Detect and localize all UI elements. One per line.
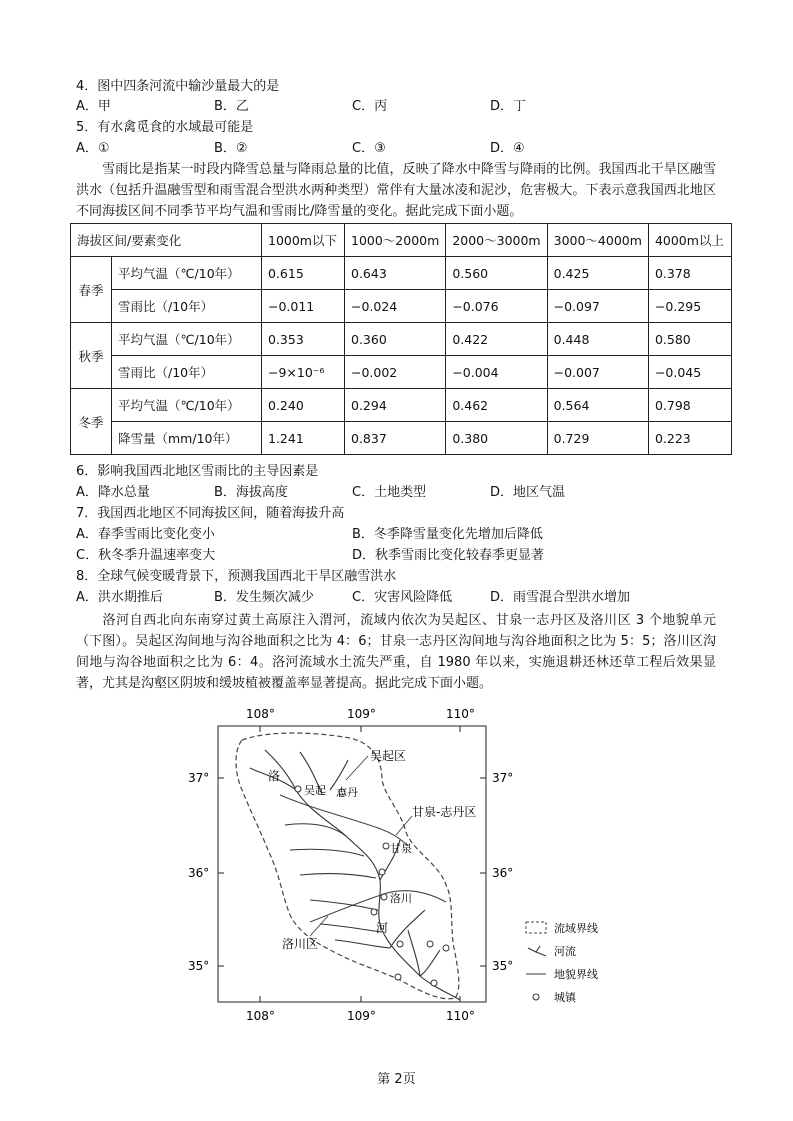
lat-right-37: 37° [492, 771, 514, 785]
header-cell: 海拔区间/要素变化 [71, 224, 262, 257]
landform-boundary-south [310, 891, 446, 922]
q6-option-a: A．降水总量 [76, 485, 150, 500]
luohe-basin-map [150, 690, 630, 1050]
table-cell: 0.360 [345, 323, 446, 356]
lat-left-35: 35° [188, 959, 210, 973]
intro-luohe-river: 洛河自西北向东南穿过黄土高原注入渭河，流域内依次为吴起区、甘泉一志丹区及洛川区 3 个地貌单元（下图）。吴起区沟间地与沟谷地面积之比为 4：6；甘泉一志丹区沟间地与沟谷地面积之比为 5：5；洛川区沟间地与沟谷地面积之比为 6：4。洛河流域水土流失严重，自 1980 年以来，实施退耕还林还草工程后效果显著，尤其是沟壑区阴坡和缓坡植被覆盖率显著提高。据此完成下面小题。 [76, 613, 716, 691]
table-cell: 0.294 [345, 389, 446, 422]
town-small-3 [397, 941, 403, 947]
q4-option-c: C．丙 [352, 99, 388, 114]
lat-left-37: 37° [188, 771, 210, 785]
header-cell: 1000m以下 [262, 224, 345, 257]
header-cell: 2000～3000m [446, 224, 547, 257]
header-cell: 4000m以上 [648, 224, 731, 257]
q8-option-c: C．灾害风险降低 [352, 590, 453, 605]
q7-option-c: C．秋冬季升温速率变大 [76, 548, 216, 563]
town-small-5 [443, 945, 449, 951]
table-cell: −0.295 [648, 290, 731, 323]
q7-stem: 7．我国西北地区不同海拔区间，随着海拔升高 [76, 506, 345, 521]
season-spring: 春季 [71, 257, 112, 323]
q6-option-b: B．海拔高度 [214, 485, 288, 500]
table-cell: −9×10⁻⁶ [262, 356, 345, 389]
q7-option-a: A．春季雪雨比变化变小 [76, 527, 215, 542]
row-label: 降雪量（mm/10年） [112, 422, 262, 455]
label-zhidan: 志丹 [336, 786, 358, 799]
table-cell: 0.380 [446, 422, 547, 455]
legend-river: 河流 [554, 945, 576, 958]
table-cell: 0.564 [547, 389, 648, 422]
q8-option-d: D．雨雪混合型洪水增加 [490, 590, 631, 605]
q4-option-b: B．乙 [214, 99, 249, 114]
q5-option-d: D．④ [490, 141, 525, 156]
table-cell: 0.378 [648, 257, 731, 290]
label-he: 河 [376, 921, 389, 935]
row-label: 平均气温（℃/10年） [112, 257, 262, 290]
town-ganquan [383, 843, 389, 849]
label-wuqi: 吴起 [304, 784, 326, 797]
q5-option-a: A．① [76, 141, 110, 156]
q4-stem: 4．图中四条河流中输沙量最大的是 [76, 79, 280, 94]
lat-right-35: 35° [492, 959, 514, 973]
table-cell: −0.004 [446, 356, 547, 389]
town-small-4 [427, 941, 433, 947]
row-label: 平均气温（℃/10年） [112, 389, 262, 422]
q7-option-d: D．秋季雪雨比变化较春季更显著 [352, 548, 545, 563]
table-cell: 0.422 [446, 323, 547, 356]
q8-stem: 8．全球气候变暖背景下，预测我国西北干旱区融雪洪水 [76, 569, 397, 584]
table-cell: −0.097 [547, 290, 648, 323]
q5-stem: 5．有水禽觅食的水域最可能是 [76, 120, 254, 135]
lon-bottom-108: 108° [246, 1009, 275, 1023]
table-cell: 0.448 [547, 323, 648, 356]
q6-stem: 6．影响我国西北地区雪雨比的主导因素是 [76, 464, 319, 479]
q5-option-c: C．③ [352, 141, 386, 156]
q6-option-d: D．地区气温 [490, 485, 566, 500]
map-legend [526, 921, 598, 1004]
q8-option-b: B．发生频次减少 [214, 590, 314, 605]
lon-bottom-110: 110° [446, 1009, 475, 1023]
lon-top-109: 109° [347, 707, 376, 721]
table-cell: 0.798 [648, 389, 731, 422]
table-cell: −0.024 [345, 290, 446, 323]
table-cell: 0.240 [262, 389, 345, 422]
label-ganquan-region: 甘泉-志丹区 [412, 805, 477, 819]
legend-basin-boundary: 流域界线 [554, 922, 598, 935]
table-cell: −0.002 [345, 356, 446, 389]
table-cell: 0.615 [262, 257, 345, 290]
table-cell: 0.462 [446, 389, 547, 422]
season-winter: 冬季 [71, 389, 112, 455]
q4-option-a: A．甲 [76, 99, 111, 114]
row-label: 雪雨比（/10年） [112, 290, 262, 323]
season-autumn: 秋季 [71, 323, 112, 389]
intro-snow-rain-ratio: 雪雨比是指某一时段内降雪总量与降雨总量的比值，反映了降水中降雪与降雨的比例。我国西北干旱区融雪洪水（包括升温融雪型和雨雪混合型洪水两种类型）常伴有大量冰凌和泥沙，危害极大。下表示意我国西北地区不同海拔区间不同季节平均气温和雪雨比/降雪量的变化。据此完成下面小题。 [76, 162, 716, 219]
table-cell: 0.729 [547, 422, 648, 455]
table-cell: 0.353 [262, 323, 345, 356]
label-wuqi-region: 吴起区 [370, 749, 407, 763]
table-cell: −0.011 [262, 290, 345, 323]
lat-right-36: 36° [492, 866, 514, 880]
q4-option-d: D．丁 [490, 99, 527, 114]
lat-left-36: 36° [188, 866, 210, 880]
landform-boundary-north [280, 795, 408, 846]
label-ganquan: 甘泉 [390, 842, 412, 855]
town-luochuan [381, 894, 387, 900]
town-small-1 [379, 869, 385, 875]
label-luo: 洛 [268, 769, 281, 783]
q6-option-c: C．土地类型 [352, 485, 427, 500]
town-wuqi [295, 786, 301, 792]
table-cell: 0.425 [547, 257, 648, 290]
table-cell: 0.580 [648, 323, 731, 356]
table-cell: 0.837 [345, 422, 446, 455]
table-cell: 0.643 [345, 257, 446, 290]
row-label: 雪雨比（/10年） [112, 356, 262, 389]
table-cell: −0.045 [648, 356, 731, 389]
data-table [70, 223, 732, 455]
town-small-6 [395, 974, 401, 980]
legend-town: 城镇 [554, 991, 576, 1004]
page-number: 第 2页 [377, 1072, 416, 1087]
town-small-2 [371, 909, 377, 915]
table-cell: 1.241 [262, 422, 345, 455]
lon-top-110: 110° [446, 707, 475, 721]
table-cell: 0.223 [648, 422, 731, 455]
table-cell: −0.007 [547, 356, 648, 389]
table-cell: −0.076 [446, 290, 547, 323]
q5-option-b: B．② [214, 141, 248, 156]
label-luochuan: 洛川 [390, 892, 412, 905]
lon-top-108: 108° [246, 707, 275, 721]
legend-landform-boundary: 地貌界线 [554, 968, 598, 981]
q7-option-b: B．冬季降雪量变化先增加后降低 [352, 527, 543, 542]
lon-bottom-109: 109° [347, 1009, 376, 1023]
q8-option-a: A．洪水期推后 [76, 590, 163, 605]
table-cell: 0.560 [446, 257, 547, 290]
header-cell: 3000～4000m [547, 224, 648, 257]
row-label: 平均气温（℃/10年） [112, 323, 262, 356]
label-luochuan-region: 洛川区 [282, 937, 319, 951]
town-small-7 [431, 980, 437, 986]
header-cell: 1000～2000m [345, 224, 446, 257]
